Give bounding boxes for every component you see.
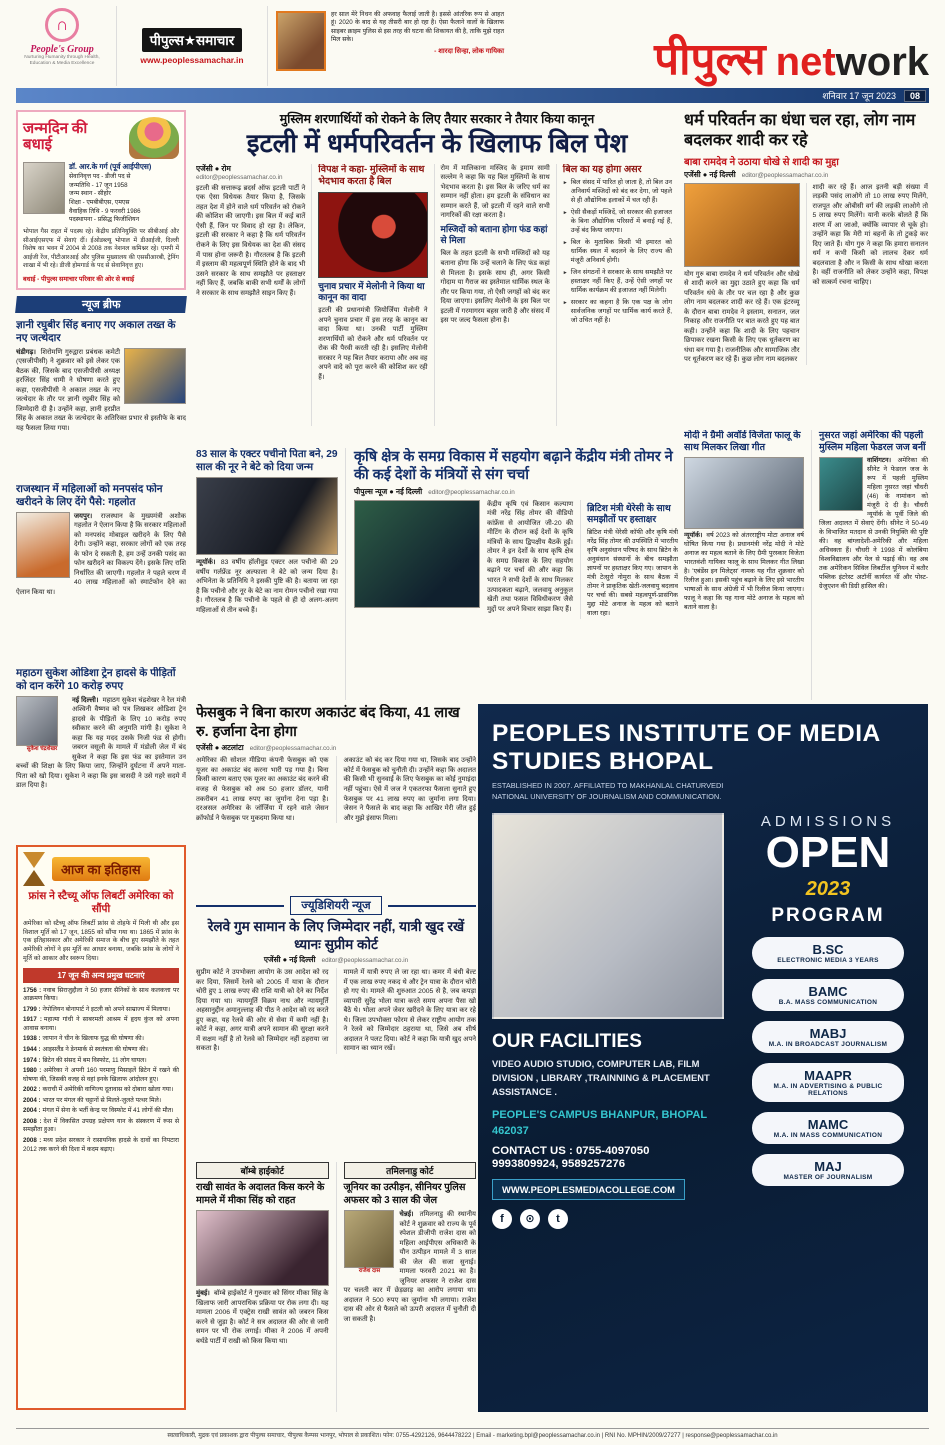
brief-headline: राजस्थान में महिलाओं को मनपसंद फोन खरीदने के लिए देंगे पैसे: गहलोत <box>16 483 163 508</box>
byline-email[interactable]: editor@peoplessamachar.co.in <box>321 957 409 965</box>
article-columns <box>684 183 928 365</box>
history-events <box>23 987 179 1154</box>
article-body: तमिलनाडु की स्थानीय कोर्ट ने शुक्रवार को राज्य के पूर्व स्पेशल डीजीपी राजेश दास को महिला आईपीएस अधिकारी के यौन उत्पीड़न मामले में 3 साल की जेल की सजा सुनाई। मामला फरवरी 2021 का है। जूनियर अफसर ने राजेश दास पर चलती कार में छेड़छाड़ का आरोप लगाया था। अदालत ने 500 रुपए का जुर्माना भी लगाया। राजेश दास की ओर से फैसले को ऊपरी अदालत में चुनौती दी जा सकती है। <box>343 1211 476 1323</box>
birthday-body: भोपाल गैस राहत में पदस्थ रहे। केंद्रीय प्रतिनियुक्ति पर सीबीआई और सीआईएसएफ में सेवाएं दीं। ईओडब्ल्यू भोपाल में डीआईजी, दिल्ली विशेष का भवन में 2004 से 2008 तक नेशनल कमिश्नर रहे। एमपी में आईजी रेंज, पीटीआरआई और पुलिस मुख्यालय की एससीआरबी, ट्रेनिंग शाखा में भी रहे। डीजी होमगार्ड के पद से सेवानिवृत्त हुए। <box>23 228 179 270</box>
brief-text: शिरोमणि गुरुद्वारा प्रबंधक कमेटी (एसजीपीसी) ने शुक्रवार को इसे लेकर एक बैठक की, जिसके बाद एसजीपीसी अध्यक्ष हरजिंदर सिंह धामी ने घोषणा करते हुए कहा, एसजीपीसी ने अकाल तख्त के नए जत्थेदार के तौर पर ज्ञानी रघुबीर सिंह को जिम्मेदारी दी है। उन्होंने कहा, ज्ञानी हरप्रीत सिंह के अकाल तख्त के जत्थेदार के अतिरिक्त प्रभार से इस्तीफे के बाद यह फैसला लिया गया। <box>16 348 186 432</box>
photo-ramdev <box>684 183 800 267</box>
article-body: अमेरिका की सीनेट ने फेडरल जज के रूप में पहली मुस्लिम महिला नुसरत जहां चौधरी (46) के नामांकन को मंजूरी दे दी है। चौधरी न्यूयॉर्क के पूर्वी जिले की जिला अदालत में सेवाएं देंगी। सीनेट ने 50-49 के विभाजित मतदान से उनकी नियुक्ति की पुष्टि की। वह बांग्लादेशी-अमेरिकी और महिला अधिवक्ता हैं। चौधरी ने 1998 में कोलंबिया विश्वविद्यालय और येल से पढ़ाई की। वह अब तक अमेरिकन सिविल लिबर्टीज यूनियन में बतौर पब्लिक इंटरेस्ट अटॉर्नी कार्यरत थीं और पोस्ट-ग्रेजुएशन की डिग्री हासिल की। <box>819 457 928 590</box>
ad-website-button[interactable]: WWW.PEOPLESMEDIACOLLEGE.COM <box>492 1179 685 1200</box>
article-subhead: बाबा रामदेव ने उठाया धोखे से शादी का मुद्दा <box>684 156 839 168</box>
ad-established-text: ESTABLISHED IN 2007. AFFILIATED TO MAKHANLAL CHATURVEDI NATIONAL UNIVERSITY OF JOURNALISM AND COMMUNICATION. <box>492 781 724 802</box>
birthday-detail-line: सेवानिवृत्त पद - डीजी पद से <box>69 173 131 180</box>
byline-email[interactable]: editor@peoplessamachar.co.in <box>196 173 283 181</box>
bullet-item: ► ऐसी सैकड़ों मस्जिदें, जो सरकार की इजाजत के बिना औद्योगिक परिसरों में बनाई गई हैं, उन्हें बंद किया जाएगा। <box>563 209 672 236</box>
brief-text: महाठग सुकेश चंद्रशेखर ने रेल मंत्री अश्विनी वैष्णव को पत्र लिखकर ओडिशा ट्रेन हादसे के पीड़ितों के लिए 10 करोड़ रुपए स्वीकार करने की अनुमति मांगी है। सुकेश ने कहा कि यह मदद उसके निजी फंड से होगी। जबरन वसूली के मामले में मंडोली जेल में बंद सुकेश ने कहा कि इस फंड का इस्तेमाल उन बच्चों की शिक्षा के लिए किया जाए, जिन्होंने दुर्घटना में अपने माता-पिता को खो दिया। सुकेश ने कहा कि इस त्रासदी ने उसे गहरे सदमे में डाल दिया है। <box>16 696 186 790</box>
right-bottom-row <box>684 430 928 700</box>
article-text: सुप्रीम कोर्ट ने उपभोक्ता आयोग के उस आदेश को रद कर दिया, जिसमें रेलवे को 2005 में यात्रा के दौरान चोरी हुए 1 लाख रुपए की राशि यात्री को देने का निर्देश दिया गया था। न्यायमूर्ति विक्रम नाथ और न्यायमूर्ति अहसानुद्दीन अमानुल्लाह की पीठ ने आदेश को रद करते हुए कहा, यह रेलवे की ओर से सेवा में कमी नहीं है। कोर्ट ने कहा, अगर यात्री अपने सामान की सुरक्षा करने में सक्षम नहीं है तो रेलवे को जिम्मेदार नहीं ठहराया जा सकता है। <box>196 969 329 1053</box>
ad-social-row <box>492 1209 728 1229</box>
history-event: 1944 : आइसलैंड ने डेनमार्क से स्वतंत्रता की घोषणा की। <box>23 1046 148 1054</box>
history-event: 1974 : ब्रिटेन की संसद में बम विस्फोट, 11 लोग घायल। <box>23 1056 147 1064</box>
section-title: ज्यूडिशियरी न्यूज <box>290 896 381 915</box>
brief-article-gehlot <box>16 483 186 661</box>
history-header <box>23 852 179 886</box>
court-label: तमिलनाडु कोर्ट <box>344 1162 477 1179</box>
article-columns <box>196 968 476 1054</box>
quote-text: हर साल मेरे निधन की अफवाह फैलाई जाती है। इससे आंतरिक रूप से आहत हूं। 2020 के बाद से यह तीसरी बार हो रहा है। ऐसा फैलाने वालों के खिलाफ साइबर क्राइम पुलिस से इस तरह की घटना की शिकायत की है, ताकि मुझे राहत मिल सके। <box>331 11 504 44</box>
brief-article-akal-takht <box>16 319 186 477</box>
subheadline: मस्जिदों को बताना होगा फंड कहां से मिला <box>440 223 548 246</box>
article-modi-falu <box>684 430 804 700</box>
photo-tomar <box>354 500 480 608</box>
pill-code: MABJ <box>809 1026 847 1041</box>
article-text: ब्रिटिश मंत्री थेरेसी कॉफी और कृषि मंत्री नरेंद्र सिंह तोमर की उपस्थिति में भारतीय कृषि अनुसंधान परिषद के साथ ब्रिटेन के अनुसंधान संस्थानों के बीच समझौता ज्ञापनों पर हस्ताक्षर किए गए। जापान के मंत्री टेत्सुरो नोमुरा के साथ बैठक में तोमर ने प्राकृतिक खेती-जलवायु बदलाव पर चर्चा की। सबसे महत्वपूर्ण-प्रासंगिक मुद्दा मोटे अनाज के महत्व को बताने वाला रहा। <box>587 528 678 617</box>
program-pill <box>752 937 904 969</box>
page-header <box>16 6 929 86</box>
article-text: योग गुरु बाबा रामदेव ने धर्म परिवर्तन और धोखे से शादी करने का मुद्दा उठाते हुए कहा कि धर्म परिवर्तन धंधे के तौर पर चल रहा है और कुछ लोग नाम बदलकर शादी कर रहे हैं। एक इंटरव्यू के दौरान बाबा रामदेव ने इस्लाम, सनातन, जल निकाह और राजनीति पर बात करते हुए यह बात कही। उन्होंने कहा कि शादी के लिए पहचान छिपाकर रखना किसी के लिए एक धूर्तकरण का धंधा बन गया है। राजनीतिक और सामाजिक तौर पर धूर्तकरण कर रहे हैं। कुछ लोग नाम बदलकर <box>684 270 800 364</box>
article-headline: 83 साल के एक्टर पचीनो पिता बने, 29 साल की नूर ने बेटे को दिया जन्म <box>196 449 338 474</box>
article-sidebox <box>580 500 678 619</box>
article-headline: रेलवे गुम सामान के लिए जिम्मेदार नहीं, यात्री खुद रखें ध्यानः सुप्रीम कोर्ट <box>207 919 465 952</box>
history-body: अमेरिका को स्टैच्यू ऑफ लिबर्टी फ्रांस से तोहफे में मिली थी और इस विशाल मूर्ति को 17 जून, 1855 को सौंपा गया था। 1865 में फ्रांस के एक इतिहासकार और अमेरिकी समाज के बीच हुए समझौते के तहत अमेरिकी लोगों ने इस मूर्ति का आधार बनाया, जबकि फ्रांस के लोगों ने मूर्ति को आकार और स्वरूप दिया। <box>23 919 179 962</box>
photo-rajesh-das <box>344 1210 394 1268</box>
article-text: मामले में यात्री रुपए ले जा रहा था। कमर में बंधी बेल्ट में एक लाख रुपए नकद थे और ट्रेन यात्रा के दौरान चोरी हो गए थे। मामले की शुरुआत 2005 से है, जब कपड़ा व्यापारी सुरेंद्र भोला यात्रा करते समय अपना पैसा खो बैठे थे। भोला अपने जेवर खरीदने के लिए यात्रा कर रहे थे। जिला उपभोक्ता फोरम से लेकर राष्ट्रीय आयोग तक ने रेलवे को जिम्मेदार ठहराया था, जिसे अब शीर्ष अदालत ने पलट दिया। कोर्ट ने कहा कि यात्री खुद अपने सामान का ध्यान रखें। <box>336 968 477 1054</box>
subheadline: ब्रिटिश मंत्री थेरेसी के साथ समझौतों पर हस्ताक्षर <box>587 502 671 525</box>
birthday-box <box>16 110 186 290</box>
photo-sukesh-block <box>16 696 68 754</box>
news-brief-header <box>15 296 187 313</box>
ad-main <box>492 813 914 1229</box>
brief-dateline: चंडीगढ़। <box>16 348 36 356</box>
article-headline: धर्म परिवर्तन का धंधा चल रहा, लोग नाम बदलकर शादी कर रहे <box>684 111 916 150</box>
photo-modi-falu <box>684 457 804 529</box>
byline-email[interactable]: editor@peoplessamachar.co.in <box>428 488 515 496</box>
instagram-icon[interactable]: ⊙ <box>520 1209 540 1229</box>
article-column <box>556 164 678 426</box>
courts-row <box>196 1162 476 1412</box>
page-number: 08 <box>904 90 926 102</box>
twitter-icon[interactable]: t <box>548 1209 568 1229</box>
program-pill <box>752 1154 904 1186</box>
article-kicker: मुस्लिम शरणार्थियों को रोकने के लिए तैयार सरकार ने तैयार किया कानून <box>279 112 595 126</box>
ad-year: 2023 <box>805 878 851 900</box>
history-title: आज का इतिहास <box>52 857 150 881</box>
dateline: न्यूयॉर्क। <box>684 532 703 540</box>
article-column <box>684 183 800 365</box>
history-event: 1799 : नेपोलियन बोनापार्ट ने इटली को अपने साम्राज्य में मिलाया। <box>23 1005 171 1013</box>
header-quote-box <box>276 6 504 86</box>
article-ramdev <box>684 110 928 426</box>
byline: एजेंसी ● नई दिल्ली <box>263 955 316 965</box>
dateline: चेन्नई। <box>399 1211 414 1219</box>
left-column <box>16 110 186 1410</box>
imprint-footer: स्वत्वाधिकारी, मुद्रक एवं प्रकाशक द्वारा पीपुल्स समाचार, पीपुल्स कैम्पस भानपुर, भोपाल से प्रकाशित। फोन: 0755-4292126, 9644478222 | Email - marketing.bpl@peoplessamachar.co.in | RNI No. MPHIN/2009/27277 | response@peoplessamachar.co.in <box>16 1428 929 1441</box>
quote-attribution: - शारदा सिन्हा, लोक गायिका <box>434 48 504 56</box>
article-nusrat <box>811 430 928 700</box>
brief-body <box>16 348 186 434</box>
ad-title: STUDIES BHOPAL <box>492 748 714 776</box>
article-headline: इटली में धर्मपरिवर्तन के खिलाफ बिल पेश <box>246 128 628 158</box>
masthead-work: work <box>835 40 929 84</box>
photo-caption: सुकेश चंद्रशेखर <box>26 745 58 752</box>
pill-desc: ELECTRONIC MEDIA 3 YEARS <box>777 957 879 964</box>
byline: एजेंसी ● नई दिल्ली <box>684 169 736 179</box>
article-italy-bill <box>196 110 678 444</box>
pill-desc: M.A. IN BROADCAST JOURNALISM <box>768 1041 888 1048</box>
article-headline: कृषि क्षेत्र के समग्र विकास में सहयोग बढ़ाने केंद्रीय मंत्री तोमर ने की कई देशों के मंत्रियों से संग चर्चा <box>354 449 673 484</box>
birthday-name: डॉ. आर.के गर्ग (पूर्व आईपीएस) <box>69 162 152 171</box>
article-text: इटली की सत्तारूढ़ ब्रदर्स ऑफ इटली पार्टी ने एक ऐसा विधेयक तैयार किया है, जिसके तहत देश में होने वाले धर्म परिवर्तन को रोकने की कोशिश की जाएगी। इस बिल में कई बातें ऐसी हैं, जिन पर विवाद हो रहा है। लेकिन, इटली की सरकार ने कहा है कि धर्म परिवर्तन रोकने के लिए इस विधेयक का देश की संसद में पास होना जरूरी है। गौरतलब है कि इटली में इस्लाम की महत्वपूर्ण स्थिति होने के बाद भी उसने सरकार के साथ समझौते पर हस्ताक्षर नहीं किए हैं, जबकि बाकी सभी धर्मों के लोगों ने सरकार के साथ समझौते साइन किए हैं। <box>196 184 306 297</box>
birthday-header <box>23 117 179 159</box>
birthday-profile <box>23 162 179 225</box>
peoples-group-logo-icon: ∩ <box>45 8 79 42</box>
pill-code: B.SC <box>812 942 844 957</box>
brief-body <box>16 696 186 791</box>
samachar-logo-block <box>116 6 268 86</box>
photo-rk-garg <box>23 162 65 214</box>
ad-admissions-label: ADMISSIONS <box>760 812 896 830</box>
samachar-url[interactable]: www.peoplessamachar.in <box>140 54 244 65</box>
bullet-item: ► सरकार का कहना है कि एक पक्ष के लोग सार्वजनिक जगहों पर धार्मिक कार्य करते हैं, जो उचित नहीं है। <box>563 299 672 326</box>
birthday-detail-line: पदस्थापना - प्रसिद्ध फिजीशियन <box>69 216 140 224</box>
history-headline: फ्रांस ने स्टैच्यू ऑफ लिबर्टी अमेरिका को सौंपी <box>28 890 174 915</box>
article-headline: राखी सावंत के अदालत किस करने के मामले में मीका सिंह को राहत <box>196 1182 325 1206</box>
article-headline: मोदी ने ग्रैमी अवॉर्ड विजेता फालू के साथ मिलकर लिखा गीत <box>684 430 801 454</box>
brief-text: राजस्थान के मुख्यमंत्री अशोक गहलोत ने ऐलान किया है कि सरकार महिलाओं को मनपसंद मोबाइल खरीदने के लिए पैसे देगी। उन्होंने कहा, सरकार लोगों को एक तरह के फोन दे सकती है, हम उन्हें उनकी पसंद का फोन खरीदने का विकल्प देंगे। इसके लिए राशि निर्धारित की जाएगी। गहलोत ने पहले चरण में 40 लाख महिलाओं को स्मार्टफोन देने का ऐलान किया था। <box>16 512 186 596</box>
pill-code: BAMC <box>808 984 848 999</box>
article-text: बिल के तहत इटली के सभी मस्जिदों को यह बताना होगा कि उन्हें चलाने के लिए फंड कहां से मिलता है। इसके साथ ही, अगर किसी गोदाम या गैराज का इस्तेमाल धार्मिक स्थल के तौर पर किया गया, तो ऐसी जगहों को बंद कर दिया जाएगा। इसलिए मेलोनी के इस बिल पर इटली में गरमागरम बहस जारी है और संसद में इस पर जल्द फैसला होना है। <box>440 250 550 325</box>
pill-desc: B.A. MASS COMMUNICATION <box>778 999 878 1006</box>
article-text <box>196 558 338 615</box>
subheadline: विपक्ष ने कहा- मुस्लिमों के साथ भेदभाव करता है बिल <box>318 163 425 188</box>
ad-program-label: PROGRAM <box>771 905 885 926</box>
history-event: 2004 : मंगल में सेना के भर्ती केन्द्र पर विस्फोट में 41 लोगों की मौत। <box>23 1107 174 1115</box>
byline: एजेंसी ● अटलांटा <box>196 743 244 753</box>
quote-text-block <box>331 11 504 86</box>
dateline: वाशिंगटन। <box>867 457 891 465</box>
article-text: केंद्रीय कृषि एवं किसान कल्याण मंत्री नरेंद्र सिंह तोमर की वीडियो कांफ्रेंस से आयोजित जी-20 की मीटिंग के दौरान कई देशों के कृषि मंत्रियों के साथ द्विपक्षीय बैठकें हुईं। तोमर ने इन देशों के साथ कृषि क्षेत्र के समग्र विकास के लिए सहयोग बढ़ाने पर चर्चा की और कहा कि भारत ने सभी देशों के साथ मिलकर उत्पादकता बढ़ाने, जलवायु अनुकूल खेती तथा फसल विविधीकरण जैसे मुद्दों पर अपने विचार साझा किए हैं। <box>487 500 573 613</box>
article-text: शादी कर रहे हैं। आज इतनी बड़ी संख्या में लड़की पसंद लाओगे तो 10 लाख रुपए मिलेंगे, राजपूत और ओबीसी वर्ग की लड़की लाओगे तो 5 लाख रुपए मिलेंगे। यानी करके बोलते हैं कि शरण में आ जाओ, क्योंकि व्यापार से चूके हो। उन्होंने कहा कि मेरी मां बहनों के तो टुकड़े कर दिए जाते हैं। योग गुरु ने कहा कि हमारा सनातन धर्म न कभी किसी को लालच देकर धर्म बदलवाता है और न किसी के साथ धोखा करता है। वहीं राजनीति को लेकर उन्होंने कहा, विपक्ष को सत्कर्म रचना चाहिए। <box>806 183 929 365</box>
subheadline: बिल का यह होगा असर <box>562 163 642 175</box>
photo-caption: राजेश दास <box>358 1268 381 1275</box>
pill-desc: M.A. IN ADVERTISING & PUBLIC RELATIONS <box>773 1083 883 1097</box>
byline-email[interactable]: editor@peoplessamachar.co.in <box>741 171 829 179</box>
history-event: 2004 : भारत पर मंगल की चट्टानों से मिलते-जुलते पत्थर मिले। <box>23 1096 162 1104</box>
masthead-hindi: पीपुल्स <box>654 35 766 85</box>
brief-body <box>16 512 186 598</box>
article-text <box>344 1210 477 1324</box>
article-text: रोम में मालिकाना मस्जिद के इमाम सामी सल्लेम ने कहा कि यह बिल मुस्लिमों के साथ भेदभाव करता है। इस बिल के जरिए धर्म का सम्मान नहीं होता। हम इटली के संविधान का सम्मान करते हैं, जो इटली में रहने वाले सभी नागरिकों की रक्षा करता है। <box>440 164 550 220</box>
article-text: अकाउंट को बंद कर दिया गया था, जिसके बाद उन्होंने कोर्ट में फेसबुक को चुनौती दी। उन्होंने कहा कि अदालत की किसी भी सुनवाई के लिए फेसबुक का कोई नुमाइंदा नहीं पहुंचा। ऐसे में जज ने एकतरफा फैसला सुनाते हुए फेसबुक पर 41 लाख रुपए का जुर्माना लगा दिया। जेसन ने फैसले के बाद कहा कि आखिर मेरी जीत हुई और मुझे इंसाफ मिला। <box>336 756 477 823</box>
news-brief-title: न्यूज ब्रीफ <box>81 298 121 311</box>
history-event: 2008 : मध्य प्रदेश सरकार ने रासायनिक हादसे के दावों का निपटारा 2012 तक करने की दिशा में कदम बढ़ाए। <box>23 1136 180 1153</box>
hourglass-icon <box>23 852 45 886</box>
date-bar <box>16 88 929 103</box>
brief-headline: महाठग सुकेश ओडिशा ट्रेन हादसे के पीड़ितों को दान करेंगे 10 करोड़ रुपए <box>16 667 176 692</box>
flower-basket-image <box>129 117 179 159</box>
history-event: 1938 : जापान ने चीन के खिलाफ युद्ध की घोषणा की। <box>23 1035 144 1043</box>
ad-contact: CONTACT US : 0755-4097050 <box>492 1144 650 1157</box>
article-text: अमेरिका की सोशल मीडिया कंपनी फेसबुक को एक यूजर का अकाउंट बंद करना भारी पड़ गया है। बिना किसी कारण बताए एक यूजर का अकाउंट बंद करने की वजह से फेसबुक को अब 50 हजार डॉलर, यानी तकरीबन 41 लाख रुपए का जुर्माना देना पड़ा है। दरअसल अमेरिका के जॉर्जिया में रहने वाले जेसन क्रॉफोर्ड ने फेसबुक पर मुकदमा किया था। <box>196 757 329 822</box>
impact-bullet-list <box>563 179 672 326</box>
byline: पीपुल्स न्यूज ● नई दिल्ली <box>354 486 423 496</box>
photo-raghubir-singh <box>124 348 186 404</box>
article-text <box>819 457 928 592</box>
judiciary-section-header <box>196 896 476 915</box>
program-pill <box>752 979 904 1011</box>
date-text: शनिवार 17 जून 2023 <box>822 91 896 101</box>
history-event: 1980 : अमेरिका ने अपनी 160 परमाणु मिसाइलें ब्रिटेन में रखने की घोषणा की, जिसकी वजह से वहां इनके खिलाफ आंदोलन हुए। <box>23 1067 179 1083</box>
history-event: 1917 : महात्मा गांधी ने साबरमती आश्रम में हृदय कुंज को अपना आवास बनाया। <box>23 1016 179 1032</box>
birthday-detail-line: शिक्षा - एमबीबीएस, एमएस <box>69 199 130 207</box>
brief-article-sukesh <box>16 667 186 839</box>
brief-headline: ज्ञानी रघुबीर सिंह बनाए गए अकाल तख्त के नए जत्थेदार <box>16 319 176 344</box>
photo-rajesh-das-block <box>344 1210 396 1276</box>
byline-row <box>684 170 928 180</box>
article-columns <box>196 164 678 426</box>
photo-gehlot <box>16 512 70 578</box>
article-agriculture <box>346 448 678 700</box>
birthday-detail-line: जन्म स्थान - सीहोर <box>69 190 111 198</box>
byline-row <box>196 955 476 965</box>
article-text: इटली की प्रधानमंत्री जियोर्जिया मेलोनी ने अपने चुनाव प्रचार में इस तरह के कानून का वादा किया था। उनकी पार्टी मुस्लिम शरणार्थियों को रोकने और धर्म परिवर्तन पर रोक की पैरवी करती रही है। इसलिए मेलोनी सरकार ने यह बिल तैयार कराया और अब वह अपने वादे को पूरा करने की कोशिश कर रही हैं। <box>318 307 428 381</box>
program-pill <box>752 1021 904 1053</box>
brief-dateline: जयपुर। <box>74 512 93 520</box>
article-body: वर्ष 2023 को अंतरराष्ट्रीय मोटा अनाज वर्ष घोषित किया गया है। प्रधानमंत्री नरेंद्र मोदी ने मोटे अनाज का महत्व बताने के लिए ग्रैमी पुरस्कार विजेता भारतवंशी गायिका फालू के साथ मिलकर गीत लिखा है। 'एबंडेंस इन मिलेट्स' नामक यह गीत शुक्रवार को रिलीज हुआ। इसकी पहुंच बढ़ाने के लिए इसे भारतीय भाषाओं के साथ अंग्रेजी में भी रिलीज किया जाएगा। फालू ने कहा कि यह गाना मोटे अनाज के महत्व को बताने वाला है। <box>684 532 804 612</box>
section-judiciary <box>196 896 476 1158</box>
photo-nusrat-jahan <box>819 457 863 511</box>
byline: एजेंसी ● रोम <box>196 163 231 173</box>
birthday-detail-line: जन्मतिथि - 17 जून 1958 <box>69 181 128 189</box>
byline-email[interactable]: editor@peoplessamachar.co.in <box>249 745 337 753</box>
article-column <box>434 164 556 426</box>
history-box <box>16 845 186 1410</box>
pill-desc: MASTER OF JOURNALISM <box>783 1174 873 1181</box>
ad-contact-numbers: 9993809924, 9589257276 <box>492 1157 626 1170</box>
article-columns <box>196 756 476 823</box>
photo-sharda-sinha <box>276 11 326 71</box>
article-headline: जूनियर का उत्पीड़न, सीनियर पुलिस अफसर को 3 साल की जेल <box>343 1182 466 1206</box>
masthead <box>512 6 929 86</box>
article-text <box>684 532 804 613</box>
bullet-item: ► बिल के मुताबिक किसी भी इमारत को धार्मिक स्थल में बदलने के लिए राज्य की मंजूरी अनिवार्य होगी। <box>563 239 672 266</box>
article-tamilnadu-court <box>336 1162 477 1412</box>
peoples-group-logo <box>16 6 108 86</box>
birthday-detail-line: वैवाहिक तिथि - 9 फरवरी 1986 <box>69 207 141 215</box>
court-label: बॉम्बे हाईकोर्ट <box>196 1162 329 1179</box>
article-text <box>196 1289 329 1346</box>
article-columns <box>354 500 678 619</box>
samachar-logo: पीपुल्स★समाचार <box>142 28 243 52</box>
article-headline: फेसबुक ने बिना कारण अकाउंट बंद किया, 41 लाख रु. हर्जाना देना होगा <box>196 705 460 740</box>
masthead-net: net <box>775 40 836 84</box>
article-headline: नुसरत जहां अमेरिका की पहली मुस्लिम महिला फेडरल जज बनीं <box>819 430 926 454</box>
ad-facilities-text: VIDEO AUDIO STUDIO, COMPUTER LAB, FILM DIVISION , LIBRARY ,TRAINNING & PLACEMENT ASSISTANCE . <box>492 1057 710 1098</box>
program-pill <box>752 1063 904 1102</box>
ad-open-label: OPEN <box>765 827 891 877</box>
byline-row <box>196 743 476 753</box>
pill-desc: M.A. IN MASS COMMUNICATION <box>773 1132 883 1139</box>
ad-peoples-institute[interactable] <box>478 704 928 1412</box>
pill-code: MAJ <box>814 1159 842 1174</box>
history-event: 2008 : देश में विकसित उपग्रह प्रक्षेपण यान के संस्करण में रूस से समझौता हुआ। <box>23 1117 180 1134</box>
article-body: बॉम्बे हाईकोर्ट ने गुरुवार को सिंगर मीका सिंह के खिलाफ जारी आपराधिक प्रक्रिया पर रोक लगा दी। यह मामला 2006 में एक्ट्रेस राखी सावंत को जबरन किस करने से जुड़ा है। कोर्ट ने सत्र अदालत की ओर से जारी समन पर भी रोक लगाई। मीका ने 2006 में अपनी बर्थडे पार्टी में राखी को किस किया था। <box>196 1290 329 1345</box>
middle-row <box>196 448 678 700</box>
history-subhead: 17 जून की अन्य प्रमुख घटनाएं <box>23 968 179 983</box>
article-body: 83 वर्षीय हॉलीवुड एक्टर अल पचीनो की 29 वर्षीय गर्लफ्रेंड नूर अल्फाला ने बेटे को जन्म दिया है। अभिनेता के प्रतिनिधि ने इसकी पुष्टि की है। बताया जा रहा है कि पचीनो और नूर के बेटे का नाम रोमन पचीनो रखा गया है। गौरतलब है कि पचीनो के पहले से ही दो अलग-अलग महिलाओं से तीन बच्चे हैं। <box>196 559 338 614</box>
dateline: मुंबई। <box>196 1290 210 1298</box>
history-event: 2002 : कराची में अमेरिकी वाणिज्य दूतावास को दोबारा खोला गया। <box>23 1086 174 1094</box>
photo-pacino-noor <box>196 477 338 555</box>
article-column <box>311 164 433 426</box>
illustration-veiled-woman <box>318 192 427 278</box>
article-column <box>196 164 311 426</box>
pill-code: MAAPR <box>804 1068 852 1083</box>
birthday-wish: बधाई - पीपुल्स समाचार परिवार की ओर से बधाई <box>23 275 135 283</box>
article-bombay-hc <box>196 1162 329 1412</box>
byline-row <box>354 487 678 497</box>
photo-students <box>492 813 724 1019</box>
birthday-title: जन्मदिन की बधाई <box>23 121 88 153</box>
ad-facilities-title: OUR FACILITIES <box>492 1030 642 1052</box>
bullet-item: ► बिल संसद में पारित हो जाता है, तो बिल उन अनिवार्य मस्जिदों को बंद कर देगा, जो पहले से ही औद्योगिक इलाकों में चल रही हैं। <box>563 179 672 206</box>
photo-sukesh <box>16 696 58 746</box>
ad-left-column <box>492 813 728 1229</box>
article-facebook <box>196 704 476 894</box>
dateline: न्यूयॉर्क। <box>196 559 216 567</box>
program-pill <box>752 1112 904 1144</box>
subheadline: चुनाव प्रचार में मेलोनी ने किया था कानून का वादा <box>318 280 425 303</box>
bullet-item: ► जिन संगठनों ने सरकार के साथ समझौते पर हस्ताक्षर नहीं किए हैं, उन्हें ऐसी जगहों पर धार्मिक कार्यक्रम की इजाजत नहीं मिलेगी। <box>563 269 672 296</box>
ad-title: PEOPLES INSTITUTE OF MEDIA <box>492 720 881 747</box>
birthday-details <box>69 162 151 225</box>
ad-campus-address: PEOPLE'S CAMPUS BHANPUR, BHOPAL 462037 <box>492 1109 707 1137</box>
pill-code: MAMC <box>807 1117 849 1132</box>
ad-right-column <box>742 813 914 1229</box>
article-pacino <box>196 448 346 700</box>
brief-dateline: नई दिल्ली। <box>72 696 99 704</box>
group-tagline: Nurturing Humanity through Health, Education & Media Excellence <box>24 55 100 67</box>
group-name: People's Group <box>30 44 94 55</box>
facebook-icon[interactable]: f <box>492 1209 512 1229</box>
history-event: 1756 : नवाब सिराजुद्दौला ने 50 हजार सैनिकों के साथ कलकत्ता पर आक्रमण किया। <box>23 986 179 1003</box>
photo-mika-rakhi <box>196 1210 329 1286</box>
